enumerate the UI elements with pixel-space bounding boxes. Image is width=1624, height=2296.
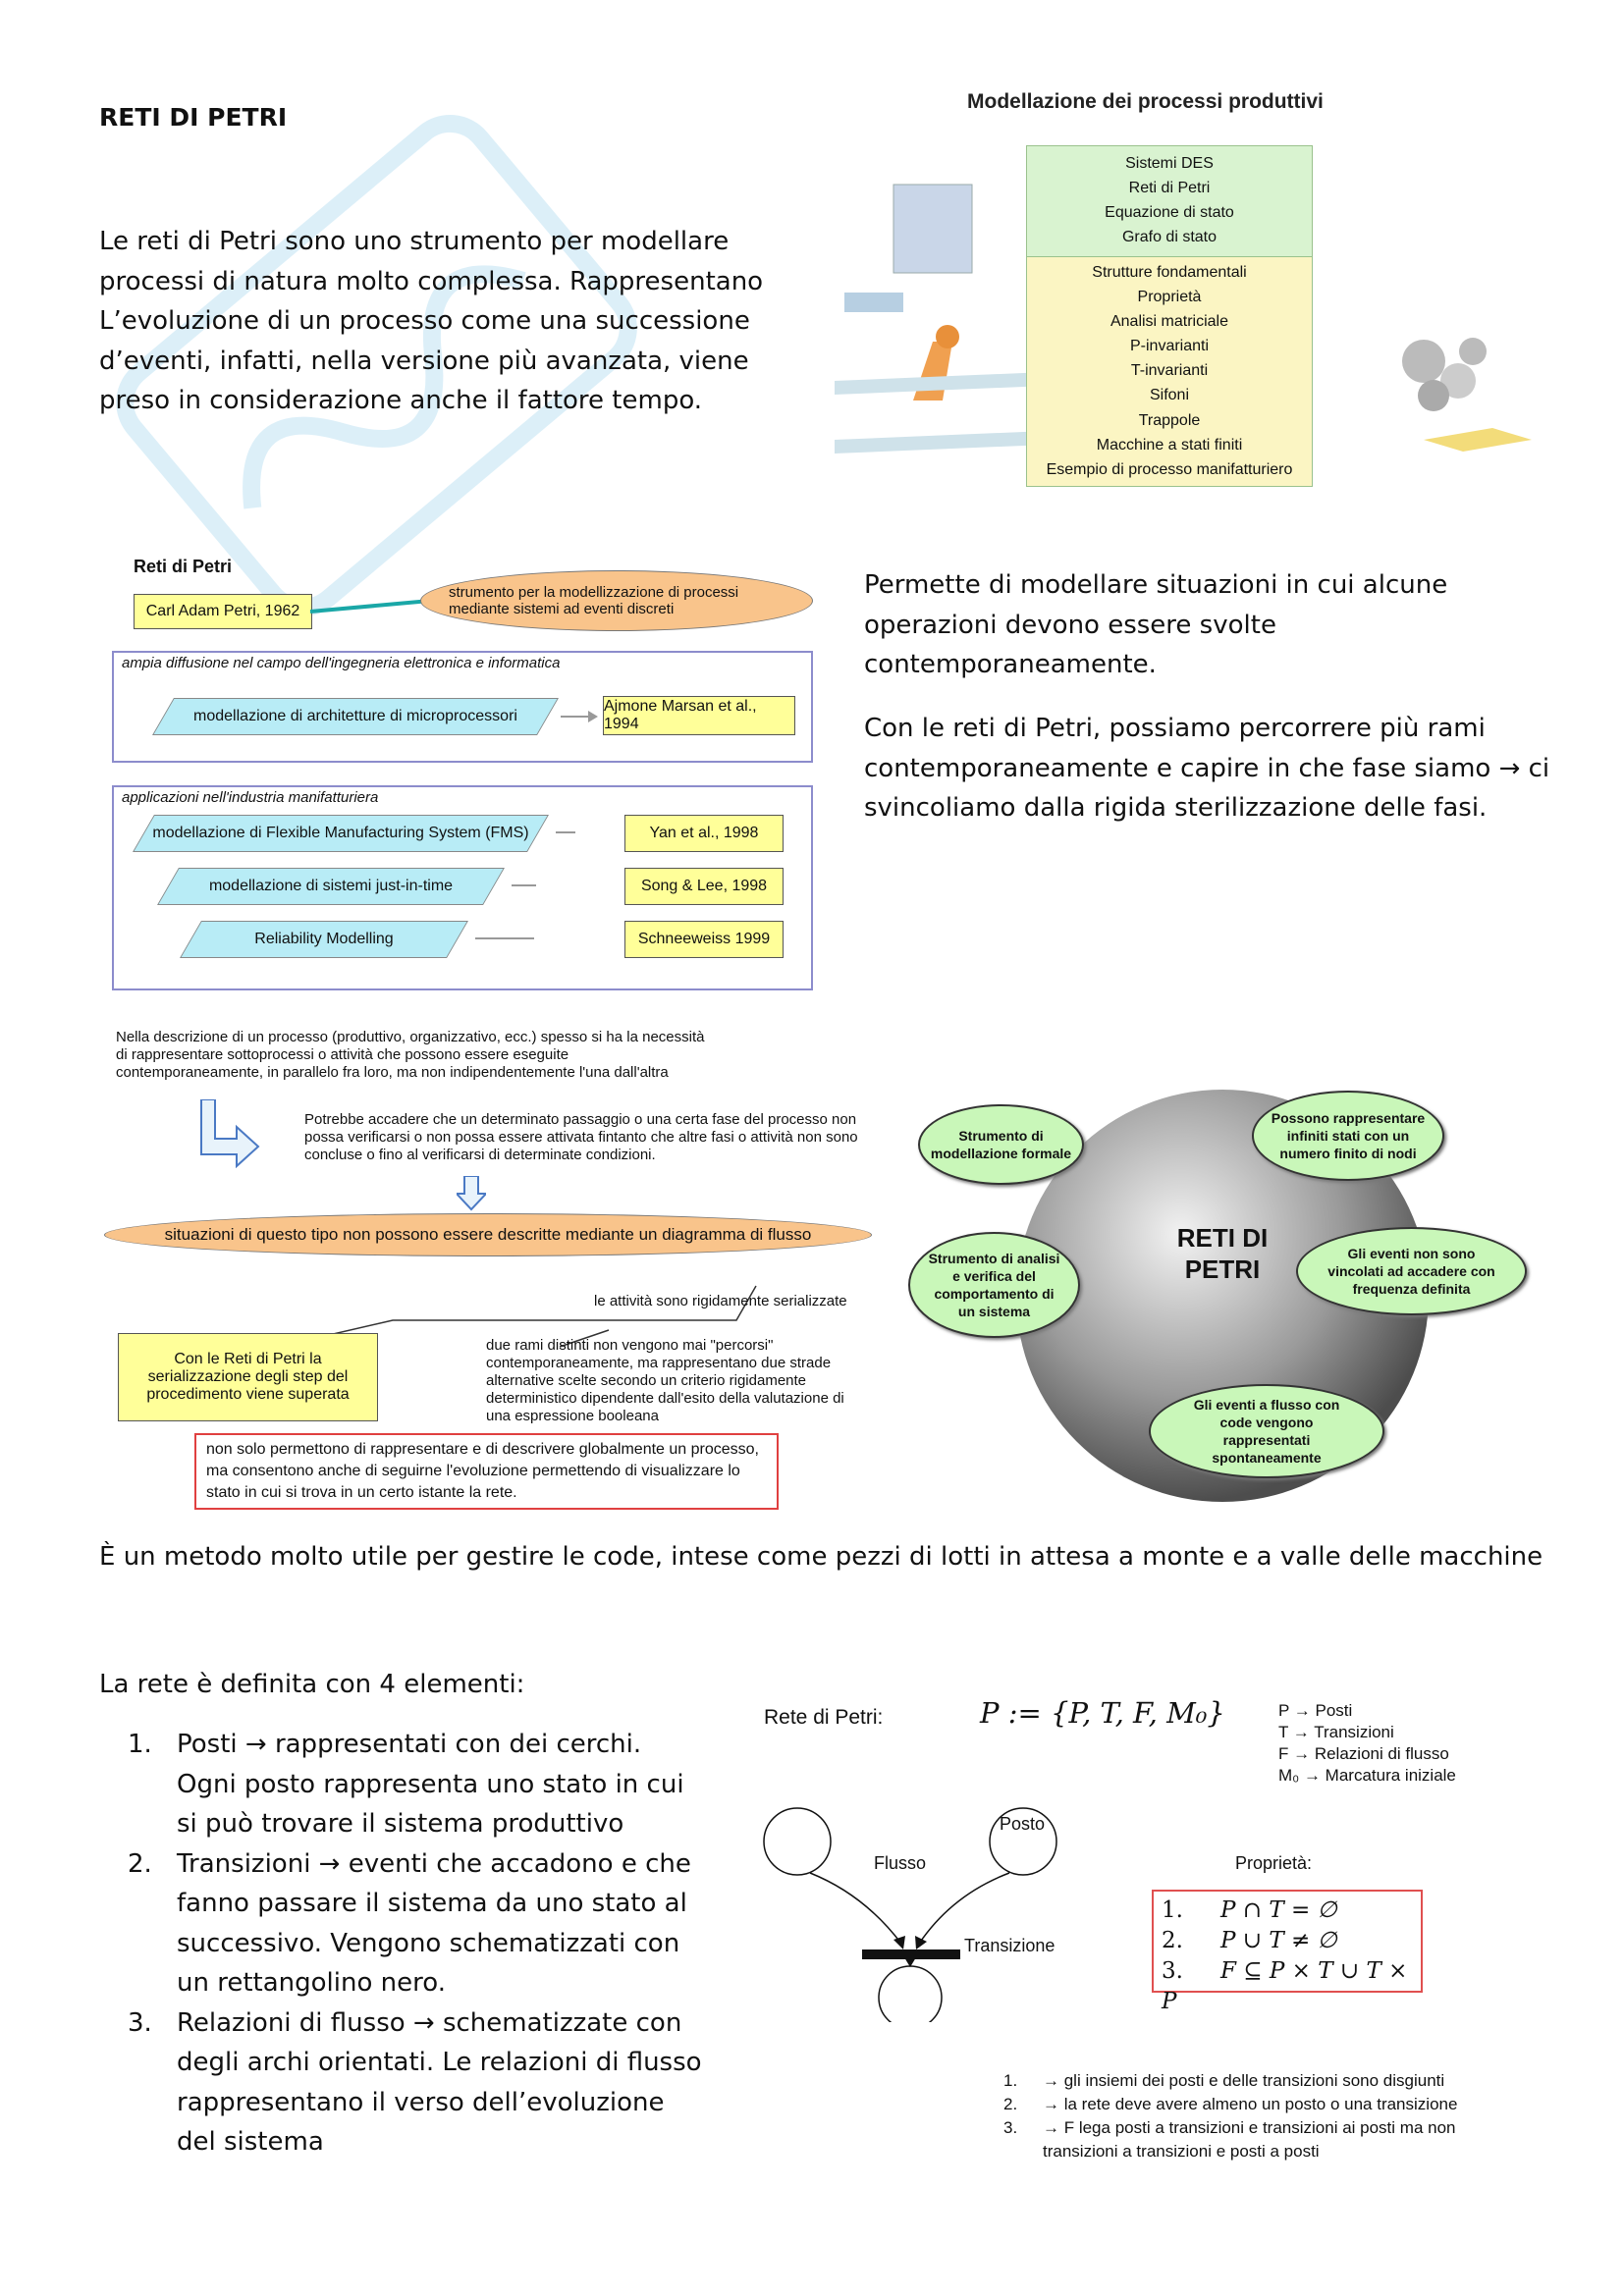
arrow-icon: [512, 876, 570, 895]
properties-label: Proprietà:: [1235, 1853, 1313, 1873]
parallel-paragraph: Permette di modellare situazioni in cui alcune operazioni devono essere svolte contemporaneamente.: [864, 570, 1448, 679]
figure-heading: Modellazione dei processi produttivi: [967, 90, 1324, 113]
process-box: [133, 815, 549, 852]
bubble-formal: Strumento di modellazione formale: [918, 1104, 1084, 1185]
topic-item: Analisi matriciale: [1110, 313, 1229, 331]
reference-box: Yan et al., 1998: [624, 815, 784, 852]
elements-list: [128, 1725, 707, 2163]
properties-notes: [1003, 2069, 1534, 2163]
note-text: → gli insiemi dei posti e delle transizioni sono disgiunti: [1043, 2071, 1445, 2090]
property-number: 1.: [1162, 1897, 1183, 1923]
serialization-box: Con le Reti di Petri la serializzazione degli step del procedimento viene superata: [118, 1333, 378, 1421]
legend-item: F → Relazioni di flusso: [1278, 1744, 1449, 1763]
arrow-icon: [556, 823, 615, 842]
queue-paragraph: È un metodo molto utile per gestire le code, intese come pezzi di lotti in attesa a monte e a valle delle macchine: [99, 1542, 1543, 1572]
list-number: 2.: [128, 1848, 152, 1879]
yellow-topic-list: [1027, 257, 1312, 482]
section-label: ampia diffusione nel campo dell'ingegneria elettronica e informatica: [122, 655, 561, 671]
topic-item: Sistemi DES: [1125, 155, 1214, 172]
page-title: RETI DI PETRI: [99, 103, 288, 132]
property-row: [1162, 1956, 1413, 2017]
process-box: [157, 868, 505, 905]
reference-box: Schneeweiss 1999: [624, 921, 784, 958]
description-text: Nella descrizione di un processo (produttivo, organizzativo, ecc.) spesso si ha la necessità di rappresentare sottoprocessi o attività che possono essere eseguite contemporaneamente, in parallelo fra loro, ma non indipendentemente l'una dall'altra: [116, 1029, 705, 1081]
figure-definizione: [756, 1688, 1542, 2199]
branches-note: due rami distinti non vengono mai "percorsi" contemporaneamente, ma rappresentano due strade alternative scelte secondo un criterio rigidamente deterministico dipendente dall'esito della valutazione di una espressione booleana: [486, 1337, 844, 1424]
legend-item: P → Posti: [1278, 1701, 1353, 1720]
note-number: 3.: [1003, 2118, 1018, 2137]
property-row: [1162, 1926, 1413, 1956]
note-row: [1003, 2069, 1534, 2093]
center-label: RETI DI PETRI: [1176, 1223, 1269, 1284]
note-number: 1.: [1003, 2071, 1018, 2090]
bubble-frequency: Gli eventi non sono vincolati ad accadere con frequenza definita: [1296, 1227, 1527, 1315]
property-formula: P ∩ T = ∅: [1220, 1897, 1337, 1923]
figure-modellazione: [835, 86, 1542, 499]
serial-text: le attività sono rigidamente serializzate: [594, 1293, 847, 1309]
figure-sfera: [898, 1085, 1546, 1507]
property-number: 2.: [1162, 1928, 1183, 1953]
figure-reti-storia: [106, 545, 823, 991]
list-number: 1.: [128, 1730, 152, 1759]
definition-formula: P := {P, T, F, M₀}: [980, 1696, 1225, 1730]
note-number: 2.: [1003, 2095, 1018, 2113]
elements-intro: La rete è definita con 4 elementi:: [99, 1670, 525, 1699]
legend-item: M₀ → Marcatura iniziale: [1278, 1766, 1456, 1785]
list-text: Posti → rappresentati con dei cerchi. Ogni posto rappresenta uno stato in cui si può trovare il sistema produttivo: [177, 1730, 684, 1839]
process-label: modellazione di Flexible Manufacturing System (FMS): [152, 825, 529, 841]
green-topic-list: [1027, 146, 1312, 249]
flowchart-oval: situazioni di questo tipo non possono essere descritte mediante un diagramma di flusso: [104, 1213, 872, 1256]
transizione-label: Transizione: [964, 1936, 1056, 1955]
process-label: Reliability Modelling: [254, 931, 394, 947]
note-text: → la rete deve avere almeno un posto o una transizione: [1043, 2095, 1458, 2113]
condition-text: Potrebbe accadere che un determinato passaggio o una certa fase del processo non possa verificarsi o non possa essere attivata fintanto che altre fasi o attività non sono concluse o fino al verificarsi di determinate condizioni.: [304, 1111, 858, 1163]
arrow-icon: [475, 929, 534, 948]
topic-item: Equazione di stato: [1105, 204, 1234, 221]
list-number: 3.: [128, 2007, 152, 2038]
bubble-infinite-states: Possono rappresentare infiniti stati con un numero finito di nodi: [1252, 1091, 1444, 1181]
note-row: [1003, 2093, 1534, 2116]
intro-paragraph: Le reti di Petri sono uno strumento per modellare processi di natura molto complessa. Rappresentano L’evoluzione di un processo come una successione d’eventi, infatti, nella versione più avanzata, viene preso in considerazione anche il fattore tempo.: [99, 227, 764, 415]
list-item: [128, 1725, 707, 1844]
flusso-label: Flusso: [874, 1853, 927, 1873]
list-item: [128, 1844, 707, 2003]
topic-item: Macchine a stati finiti: [1096, 436, 1243, 454]
topic-item: P-invarianti: [1129, 338, 1210, 355]
petri-net-diagram-icon: [756, 1796, 1110, 2022]
note-row: [1003, 2116, 1534, 2163]
process-label: modellazione di sistemi just-in-time: [208, 878, 454, 894]
section-label: applicazioni nell'industria manifatturiera: [122, 789, 379, 806]
topic-item: T-invarianti: [1130, 362, 1209, 380]
list-item: [128, 2003, 707, 2163]
process-box: modellazione di architetture di microprocessori: [152, 698, 559, 735]
topic-item: Esempio di processo manifatturiero: [1046, 460, 1293, 478]
bubble-analysis: Strumento di analisi e verifica del comportamento di un sistema: [908, 1232, 1080, 1338]
down-arrow-icon: [457, 1176, 486, 1211]
arrow-icon: [561, 707, 600, 726]
bubble-queues: Gli eventi a flusso con code vengono rappresentati spontaneamente: [1149, 1384, 1384, 1478]
topic-item: Grafo di stato: [1121, 229, 1218, 245]
list-text: Relazioni di flusso → schematizzate con degli archi orientati. Le relazioni di flusso rappresentano il verso dell’evoluzione del sistema: [177, 2007, 702, 2157]
reference-box: Ajmone Marsan et al., 1994: [603, 696, 795, 735]
definition-label: Rete di Petri:: [764, 1706, 884, 1729]
property-row: [1162, 1896, 1413, 1926]
property-formula: F ⊆ P × T ∪ T × P: [1162, 1958, 1408, 2014]
list-text: Transizioni → eventi che accadono e che fanno passare il sistema da uno stato al successivo. Vengono schematizzati con un rettangolino nero.: [177, 1848, 691, 1998]
topic-item: Strutture fondamentali: [1092, 264, 1247, 281]
properties-box: [1152, 1890, 1423, 2014]
definition-oval: strumento per la modellizzazione di processi mediante sistemi ad eventi discreti: [420, 570, 813, 631]
branches-paragraph: Con le reti di Petri, possiamo percorrere più rami contemporaneamente e capire in che fase siamo → ci svincoliamo dalla rigida sterilizzazione delle fasi.: [864, 714, 1550, 823]
topic-item: Proprietà: [1137, 289, 1202, 306]
note-text: → F lega posti a transizioni e transizioni ai posti ma non transizioni a transizioni e posti a posti: [1043, 2118, 1456, 2161]
symbol-legend: [1278, 1700, 1456, 1787]
slide-title: Reti di Petri: [134, 557, 233, 576]
state-visualization-box: non solo permettono di rappresentare e di descrivere globalmente un processo, ma consentono anche di seguirne l'evoluzione permettendo di visualizzare lo stato in cui si trova in un certo istante la rete.: [194, 1433, 779, 1510]
author-box: Carl Adam Petri, 1962: [134, 594, 312, 629]
posto-label: Posto: [1000, 1814, 1046, 1834]
figure-descrizione: [98, 1021, 884, 1522]
property-formula: P ∪ T ≠ ∅: [1220, 1928, 1337, 1953]
topic-item: Trappole: [1138, 411, 1201, 429]
property-number: 3.: [1162, 1958, 1183, 1984]
topic-item: Sifoni: [1149, 387, 1190, 404]
topic-item: Reti di Petri: [1128, 180, 1211, 196]
reference-box: Song & Lee, 1998: [624, 868, 784, 905]
process-box: [180, 921, 468, 958]
legend-item: T → Transizioni: [1278, 1723, 1394, 1741]
down-right-arrow-icon: [191, 1099, 260, 1168]
